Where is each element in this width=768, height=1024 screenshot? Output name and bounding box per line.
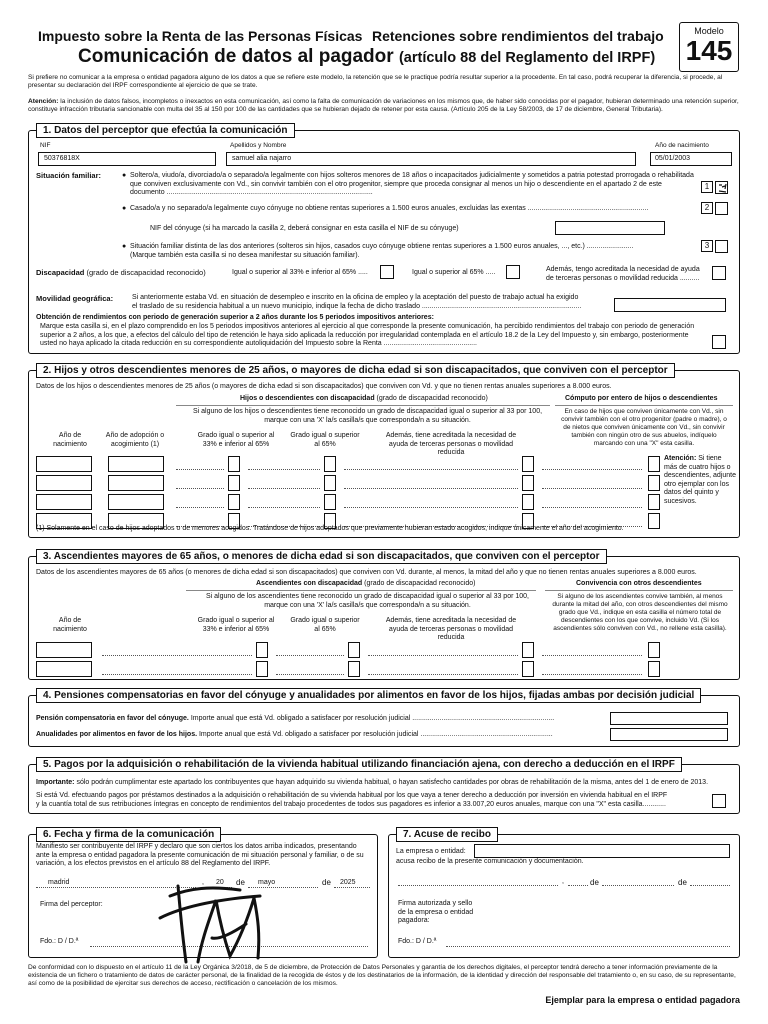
child-3-65-checkbox[interactable] — [324, 494, 336, 510]
privacy-notice: De conformidad con lo dispuesto en el artículo 11 de la Ley Orgánica 3/2018, de 5 de diciembre, de Protección de Datos Personales y garantía de los derechos digitales, el perceptor tendrá derecho a tener información previamente de la existencia de un fichero o tratamiento de datos de carácter personal, de la finalidad de la recogida de éstos y de los destinatarios de la información, de la identidad y dirección del responsable del tratamiento o, en su caso, de su representante, así como de la posibilidad de ejercitar sus derechos de acceso, rectificación o cancelación de los mismos. — [28, 964, 736, 988]
child-3-adoption[interactable] — [108, 494, 164, 510]
day-value: 20 — [216, 879, 224, 886]
child-support-field[interactable] — [610, 728, 728, 741]
section-5-title: 5. Pagos por la adquisición o rehabilitación de la vivienda habitual utilizando financiación ajena, con derecho a deducción en el IRPF — [36, 757, 682, 772]
company-field[interactable] — [474, 844, 730, 858]
year-line[interactable] — [334, 887, 370, 888]
ascendants-col-33: Grado igual o superior al 33% e inferior al 65% — [197, 617, 275, 633]
modelo-number: 145 — [685, 35, 733, 66]
name-field[interactable] — [226, 152, 636, 166]
modelo-box — [679, 22, 739, 72]
child-4-fullcount-checkbox[interactable] — [648, 513, 660, 529]
children-disability-head-main: Hijos o descendientes con discapacidad — [240, 395, 375, 402]
receipt-year-line[interactable] — [690, 885, 730, 886]
cohabitation-note: Si alguno de los ascendientes convive también, al menos durante la mitad del año, con otros descendientes del mismo grado que Vd., indique en esta casilla el número total de descendientes con los que convive, incluido Vd. (Si los ascendientes sólo conviven con Vd., no rellene esta casilla). — [552, 593, 728, 632]
child-1-birth[interactable] — [36, 456, 92, 472]
family-status-3-text: Situación familiar distinta de las dos anteriores (solteros sin hijos, casados cuyo cónyuge obtiene rentas superiores a 1.500 euros anuales, ..., etc.) ........................ — [130, 243, 634, 250]
ascendant-2-help-checkbox[interactable] — [522, 661, 534, 677]
withholding-title: Retenciones sobre rendimientos del trabajo — [372, 28, 664, 44]
intro-text: Si prefiere no comunicar a la empresa o entidad pagadora alguno de los datos a que se refiere este modelo, la retención que se le practique podría resultar superior a la procedente. En tal caso, podrá recuperar la diferencia, si procede, al presentar su declaración del IRPF correspondiente al ejercicio de que se trate. — [28, 74, 723, 90]
child-3-fullcount-checkbox[interactable] — [648, 494, 660, 510]
birth-label: Año de nacimiento — [655, 142, 709, 149]
ascendants-disability-head-sub: (grado de discapacidad reconocido) — [362, 580, 476, 587]
family-status-label: Situación familiar: — [36, 171, 102, 180]
ascendant-1-33-checkbox[interactable] — [256, 642, 268, 658]
section-2-intro: Datos de los hijos o descendientes menores de 25 años (o mayores de dicha edad si son discapacitados) que conviven con Vd. y que no tienen rentas anuales superiores a 8.000 euros. — [36, 383, 612, 390]
family-status-3-note: (Marque también esta casilla si no desea manifestar su situación familiar). — [130, 252, 360, 259]
children-col-help: Además, tiene acreditada la necesidad de ayuda de terceras personas o movilidad reducida — [385, 432, 517, 456]
family-status-3-checkbox[interactable] — [715, 240, 728, 253]
child-support-text — [36, 731, 553, 740]
ascendant-1-cohabit-field[interactable] — [648, 642, 660, 658]
tax-name: Impuesto sobre la Renta de las Personas Físicas — [38, 28, 363, 44]
irregular-income-text: Marque esta casilla si, en el plazo comprendido en los 5 periodos impositivos anteriores al ejercicio al que corresponde la presente comunicación, ha percibido rendimientos del trabajo con periodo de generación superior a 2 años, a los que, a efectos del cálculo del tipo de retención le haya sido aplicada la reducción por irregularidad contemplada en el artículo 18.2 de la Ley del Impuesto y, sin embargo, posteriormente usted no haya aplicado la citada reducción en su correspondiente autoliquidación del Impuesto sobre la Renta ................................................ — [40, 323, 695, 347]
section-3-title: 3. Ascendientes mayores de 65 años, o menores de dicha edad si son discapacitados, que conviven con el perceptor — [36, 549, 607, 564]
month-value: mayo — [258, 879, 276, 886]
ascendant-1-65-checkbox[interactable] — [348, 642, 360, 658]
dotted-leader — [368, 674, 518, 675]
child-1-fullcount-checkbox[interactable] — [648, 456, 660, 472]
dotted-leader — [542, 507, 642, 508]
birth-field[interactable] — [650, 152, 732, 166]
receipt-de-1: de — [590, 878, 599, 887]
dotted-leader — [344, 469, 518, 470]
disability-label-main: Discapacidad — [36, 268, 85, 277]
children-disability-note: Si alguno de los hijos o descendientes tiene reconocido un grado de discapacidad igual o superior al 33 por 100, marque con una 'X' la/s casilla/s que corresponda/n a su situación. — [192, 408, 543, 424]
nif-value: 50376818X — [44, 155, 80, 162]
nif-field[interactable] — [38, 152, 216, 166]
children-attention-body: Si tiene más de cuatro hijos o descendientes, adjunte otro ejemplar con los datos del quinto y sucesivos. — [664, 455, 736, 505]
family-status-3-number: 3 — [701, 240, 713, 252]
child-1-65-checkbox[interactable] — [324, 456, 336, 472]
form-title-sub: (artículo 88 del Reglamento del IRPF) — [398, 50, 656, 66]
child-3-birth[interactable] — [36, 494, 92, 510]
bullet-2: ● — [122, 205, 127, 212]
child-1-adoption[interactable] — [108, 456, 164, 472]
child-2-fullcount-checkbox[interactable] — [648, 475, 660, 491]
children-attention-note — [664, 455, 736, 506]
mobility-label: Movilidad geográfica: — [36, 294, 114, 303]
dotted-leader — [542, 469, 642, 470]
disability-33-text: Igual o superior al 33% e inferior al 65% ..... — [232, 269, 368, 276]
copy-label: Ejemplar para la empresa o entidad pagadora — [545, 995, 740, 1005]
dotted-leader — [542, 674, 642, 675]
dotted-leader — [344, 507, 518, 508]
children-disability-head — [240, 395, 488, 404]
ascendant-1-birth[interactable] — [36, 642, 92, 658]
dotted-leader — [248, 488, 320, 489]
child-2-65-checkbox[interactable] — [324, 475, 336, 491]
housing-text-b: y la cuantía total de sus retribuciones íntegras en concepto de rendimientos del trabajo procedentes de todos sus pagadores es inferior a 33.007,20 euros anuales, marque con una "X" esta casilla............ — [36, 801, 666, 808]
separator: , — [202, 879, 204, 886]
cohabitation-head: Convivencia con otros descendientes — [576, 580, 702, 587]
dotted-leader — [102, 674, 252, 675]
dotted-leader — [176, 469, 224, 470]
company-label: La empresa o entidad: — [396, 848, 466, 855]
mobility-date-field[interactable] — [614, 298, 726, 312]
spouse-nif-field[interactable] — [555, 221, 665, 235]
family-status-1-number: 1 — [701, 181, 713, 193]
housing-text-a: Si está Vd. efectuando pagos por préstamos destinados a la adquisición o rehabilitación de su vivienda habitual por los que vaya a tener derecho a deducción por inversión en vivienda habitual en el IRPF — [36, 792, 668, 799]
warning-body: la inclusión de datos falsos, incompletos o inexactos en esta comunicación, así como la falta de comunicación de variaciones en los mismos que, de haber sido conocidas por el pagador, hubieran determinado una retención superior, constituye infracción tributaria sancionable con multa del 35 al 150 por 100 de las cantidades que se hubieran dejado de retener por esta causa. (Artículo 205 de la Ley 58/2003, de 17 de diciembre, General Tributaria). — [28, 98, 739, 114]
declaration-text: Manifiesto ser contribuyente del IRPF y declaro que son ciertos los datos arriba indicados, presentando ante la empresa o entidad pagadora la presente comunicación de mi situación personal y familiar, o de su variación, a los efectos previstos en el artículo 88 del Reglamento del IRPF. — [36, 843, 364, 867]
disability-65-text: Igual o superior al 65% ..... — [412, 269, 496, 276]
dotted-leader — [248, 469, 320, 470]
child-support-body: Importe anual que está Vd. obligado a satisfacer por resolución judicial .................................................................... — [197, 731, 553, 738]
dotted-leader — [276, 674, 344, 675]
company-fdo-label: Fdo.: D / D.ª — [398, 938, 437, 945]
divider — [545, 590, 733, 591]
receipt-place-line[interactable] — [398, 885, 558, 886]
disability-65-checkbox[interactable] — [506, 265, 520, 279]
dotted-leader — [176, 488, 224, 489]
irregular-income-checkbox[interactable] — [712, 335, 726, 349]
name-label: Apellidos y Nombre — [230, 142, 287, 149]
children-col-33: Grado igual o superior al 33% e inferior al 65% — [197, 432, 275, 448]
bullet-3: ● — [122, 243, 127, 250]
spouse-nif-text: NIF del cónyuge (si ha marcado la casilla 2, deberá consignar en esta casilla el NIF de su cónyuge) — [150, 225, 459, 232]
child-1-help-checkbox[interactable] — [522, 456, 534, 472]
nif-label: NIF — [40, 142, 51, 149]
ascendant-2-33-checkbox[interactable] — [256, 661, 268, 677]
dotted-leader — [276, 655, 344, 656]
perceptor-fdo-label: Fdo.: D / D.ª — [40, 938, 79, 945]
section-3-intro: Datos de los ascendientes mayores de 65 años (o menores de dicha edad si son discapacitados) que conviven con Vd. durante, al menos, la mitad del año y que no tienen rentas anuales superiores a 8.000 euros. — [36, 569, 697, 576]
housing-important — [36, 779, 708, 788]
disability-help-checkbox[interactable] — [712, 266, 726, 280]
dotted-leader — [368, 655, 518, 656]
place-value: madrid — [48, 879, 70, 886]
separator: , — [562, 878, 564, 885]
mobility-text-a: Si anteriormente estaba Vd. en situación de desempleo e inscrito en la oficina de empleo y la aceptación del puesto de trabajo actual ha exigido — [132, 294, 579, 301]
disability-help-text-a: Además, tengo acreditada la necesidad de ayuda — [546, 266, 700, 273]
spousal-pension-field[interactable] — [610, 712, 728, 725]
ascendants-col-birth: Año de nacimiento — [53, 617, 87, 633]
ascendant-2-birth[interactable] — [36, 661, 92, 677]
ascendants-disability-note: Si alguno de los ascendientes tiene reconocido un grado de discapacidad igual o superior al 33 por 100, marque con una 'X' la/s casilla/s que corresponda/n a su situación. — [205, 593, 529, 609]
family-status-1-checkbox[interactable] — [715, 181, 728, 194]
section-4-title: 4. Pensiones compensatorias en favor del cónyuge y anualidades por alimentos en favor de los hijos, fijadas ambas por decisión judicial — [36, 688, 701, 703]
de-1: de — [236, 878, 245, 887]
disability-33-checkbox[interactable] — [380, 265, 394, 279]
child-2-33-checkbox[interactable] — [228, 475, 240, 491]
section-1-title: 1. Datos del perceptor que efectúa la comunicación — [36, 123, 295, 138]
family-status-2-checkbox[interactable] — [715, 202, 728, 215]
receipt-month-line[interactable] — [602, 885, 674, 886]
dotted-leader — [176, 507, 224, 508]
dotted-leader — [102, 655, 252, 656]
de-2: de — [322, 878, 331, 887]
children-disability-head-sub: (grado de discapacidad reconocido) — [374, 395, 488, 402]
family-status-2-number: 2 — [701, 202, 713, 214]
form-title — [78, 46, 655, 68]
dotted-leader — [248, 507, 320, 508]
ascendants-col-65: Grado igual o superior al 65% — [290, 617, 360, 633]
dotted-leader — [542, 655, 642, 656]
children-footnote: (1) Solamente en el caso de hijos adoptados o de menores acogidos. Tratándose de hijos adoptados que previamente hubieran estado acogidos, indique únicamente el año del acogimiento. — [36, 525, 624, 532]
child-2-birth[interactable] — [36, 475, 92, 491]
children-attention-label: Atención: — [664, 455, 697, 462]
spousal-pension-text — [36, 715, 554, 724]
year-value: 2025 — [340, 879, 356, 886]
divider — [176, 405, 550, 406]
ascendant-2-65-checkbox[interactable] — [348, 661, 360, 677]
receipt-day-line[interactable] — [568, 885, 588, 886]
checkbox-mark-icon — [716, 182, 729, 195]
full-count-note: En caso de hijos que conviven únicamente con Vd., sin convivir también con el otro progenitor (padre o madre), o de nietos que conviven únicamente con Vd., sin convivir también con ningún otro de sus abuelos, indíquelo marcando con una "X" esta casilla. — [561, 408, 727, 447]
birth-value: 05/01/2003 — [655, 155, 691, 162]
child-3-help-checkbox[interactable] — [522, 494, 534, 510]
ascendants-disability-head — [256, 580, 475, 589]
name-value: samuel alia najarro — [232, 155, 292, 162]
divider — [555, 405, 733, 406]
ascendant-2-cohabit-field[interactable] — [648, 661, 660, 677]
child-1-33-checkbox[interactable] — [228, 456, 240, 472]
children-col-65: Grado igual o superior al 65% — [290, 432, 360, 448]
irregular-income-title: Obtención de rendimientos con periodo de generación superior a 2 años durante los 5 periodos impositivos anteriores: — [36, 314, 434, 321]
receipt-de-2: de — [678, 878, 687, 887]
disability-label-sub: (grado de discapacidad reconocido) — [84, 268, 206, 277]
child-2-help-checkbox[interactable] — [522, 475, 534, 491]
perceptor-signature-label: Firma del perceptor: — [40, 901, 103, 908]
housing-checkbox[interactable] — [712, 794, 726, 808]
mobility-text-b: el traslado de su residencia habitual a un nuevo municipio, indique la fecha de dicho traslado .................................................................................. — [132, 303, 582, 310]
warning-label: Atención: — [28, 98, 59, 105]
housing-important-body: sólo podrán cumplimentar este apartado los contribuyentes que hayan adquirido su vivienda habitual, o hayan satisfecho cantidades por obras de rehabilitación de la misma, antes del 1 de enero de 2013. — [74, 779, 709, 786]
warning-text — [28, 98, 740, 114]
ascendants-disability-head-main: Ascendientes con discapacidad — [256, 580, 363, 587]
child-3-33-checkbox[interactable] — [228, 494, 240, 510]
dotted-leader — [344, 488, 518, 489]
family-status-1-text: Soltero/a, viudo/a, divorciado/a o separado/a legalmente con hijos solteros menores de 18 años o incapacitados judicialmente y sometidos a patria potestad prorrogada o rehabilitada que conviven exclusivamente con Vd., sin convivir también con el otro progenitor, siempre que proceda consignar al menos un hijo o descendiente en el apartado 2 de este documento .......................................................................................................... — [130, 172, 694, 196]
child-support-label: Anualidades por alimentos en favor de los hijos. — [36, 731, 198, 738]
bullet-1: ● — [122, 172, 127, 179]
receipt-text: acusa recibo de la presente comunicación y documentación. — [396, 858, 584, 865]
spousal-pension-body: Importe anual que está Vd. obligado a satisfacer por resolución judicial ......................................................................... — [188, 715, 555, 722]
modelo-label: Modelo — [694, 26, 724, 36]
company-signature-label: Firma autorizada y sello de la empresa o entidad pagadora: — [398, 900, 474, 924]
divider — [186, 590, 536, 591]
housing-important-label: Importante: — [36, 779, 75, 786]
ascendants-col-help: Además, tiene acreditada la necesidad de ayuda de terceras personas o movilidad reducida — [385, 617, 517, 641]
children-col-adoption: Año de adopción o acogimiento (1) — [105, 432, 165, 448]
spousal-pension-label: Pensión compensatoria en favor del cónyuge. — [36, 715, 189, 722]
child-2-adoption[interactable] — [108, 475, 164, 491]
handwritten-signature — [150, 878, 280, 970]
dotted-leader — [542, 488, 642, 489]
disability-help-text-b: de terceras personas o movilidad reducida .......... — [546, 275, 700, 282]
disability-label — [36, 268, 206, 277]
section-7-title: 7. Acuse de recibo — [396, 827, 498, 842]
form-title-main: Comunicación de datos al pagador — [78, 46, 394, 67]
ascendant-1-help-checkbox[interactable] — [522, 642, 534, 658]
full-count-head: Cómputo por entero de hijos o descendientes — [565, 395, 718, 402]
family-status-2-text: Casado/a y no separado/a legalmente cuyo cónyuge no obtiene rentas superiores a 1.500 euros anuales, excluidas las exentas .............................................................. — [130, 205, 649, 212]
children-col-birth: Año de nacimiento — [53, 432, 87, 448]
section-2-title: 2. Hijos y otros descendientes menores de 25 años, o mayores de dicha edad si son discapacitados, que conviven con el perceptor — [36, 363, 675, 378]
company-name-line[interactable] — [446, 946, 730, 947]
section-6-title: 6. Fecha y firma de la comunicación — [36, 827, 221, 842]
